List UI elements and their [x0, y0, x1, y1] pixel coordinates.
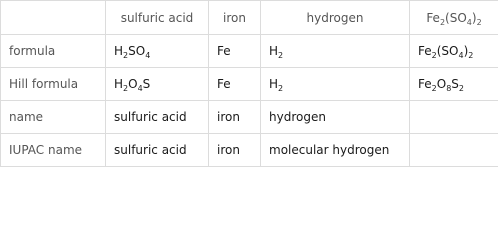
table-row-hill-formula [1, 68, 498, 101]
table-cell [410, 101, 498, 134]
table-header-row [1, 1, 498, 35]
table-cell: $H_2$ [261, 68, 410, 101]
table-cell: sulfuric acid [106, 101, 209, 134]
column-header-iron-sulfate: $Fe_2(SO_4)_2$ [410, 1, 498, 35]
table-cell: $H_2SO_4$ [106, 35, 209, 68]
table-cell: Fe [209, 68, 261, 101]
table-cell: $Fe_2O_8S_2$ [410, 68, 498, 101]
column-header-hydrogen: hydrogen [261, 1, 410, 35]
table-cell: iron [209, 101, 261, 134]
table-cell: $Fe_2(SO_4)_2$ [410, 35, 498, 68]
column-header-sulfuric-acid: sulfuric acid [106, 1, 209, 35]
table-row-name [1, 101, 498, 134]
table-row-iupac-name [1, 134, 498, 167]
table-cell: iron [209, 134, 261, 167]
table-cell: molecular hydrogen [261, 134, 410, 167]
row-label-iupac-name: IUPAC name [1, 134, 106, 167]
table-cell: $H_2$ [261, 35, 410, 68]
table-cell: sulfuric acid [106, 134, 209, 167]
table-cell [410, 134, 498, 167]
table-corner-cell [1, 1, 106, 35]
table-cell: $H_2O_4S$ [106, 68, 209, 101]
table-row-formula [1, 35, 498, 68]
table-cell: hydrogen [261, 101, 410, 134]
column-header-iron: iron [209, 1, 261, 35]
row-label-name: name [1, 101, 106, 134]
row-label-hill-formula: Hill formula [1, 68, 106, 101]
table-cell: Fe [209, 35, 261, 68]
row-label-formula: formula [1, 35, 106, 68]
